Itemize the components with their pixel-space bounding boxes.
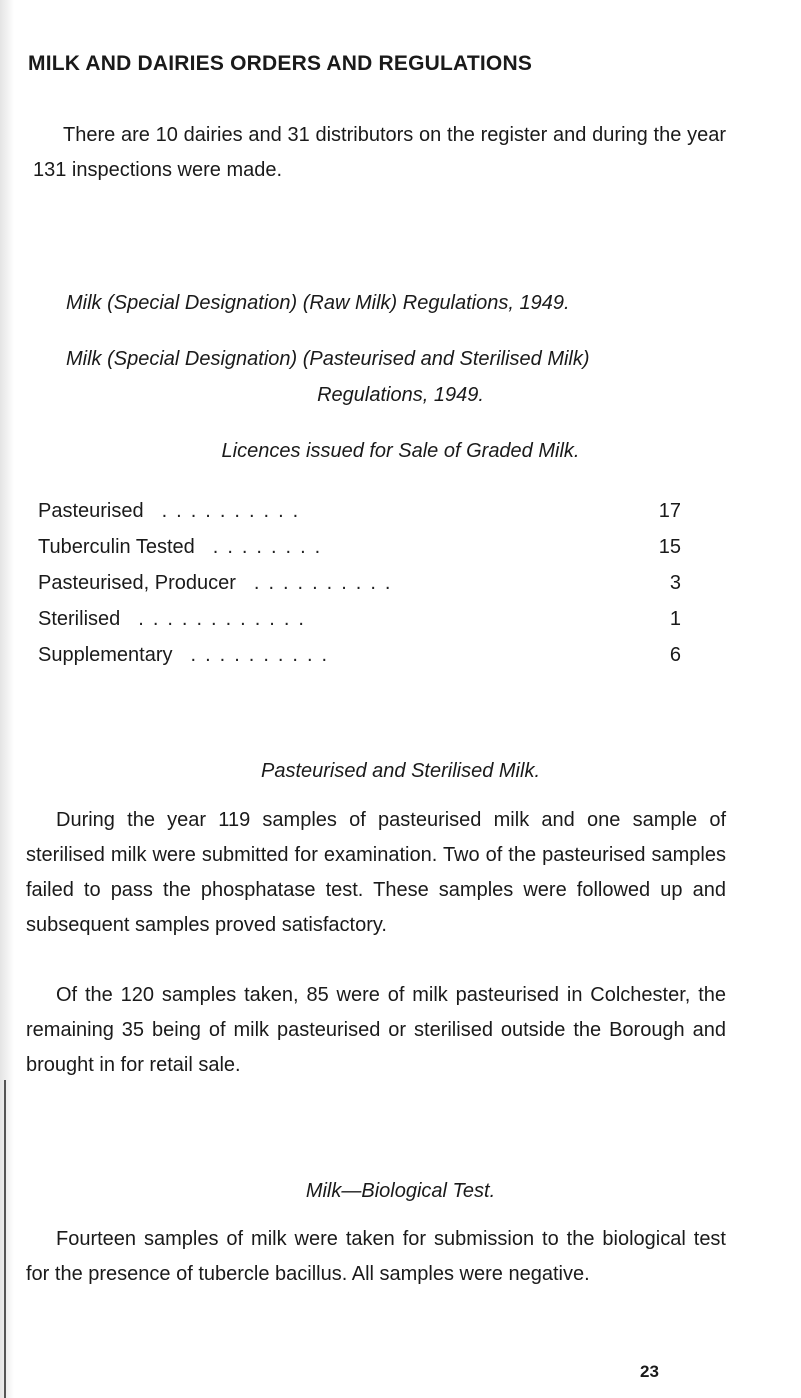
pasteurised-paragraph-1 [26,803,726,943]
pasteurised-paragraph-2-text: Of the 120 samples taken, 85 were of milk pasteurised in Colchester, the remaining 35 being of milk pasteurised or sterilised outside the Borough and brought in for retail sale. [26,984,726,1076]
licence-count: 6 [669,644,681,666]
raw-milk-regulations: Milk (Special Designation) (Raw Milk) Regulations, 1949. [66,292,570,314]
leader-dots: ........ [212,536,330,558]
biological-section-title: Milk—Biological Test. [305,1180,496,1202]
licence-label: Pasteurised, Producer [38,572,236,594]
biological-paragraph [26,1222,726,1292]
licence-count: 1 [669,608,681,630]
biological-paragraph-text: Fourteen samples of milk were taken for submission to the biological test for the presence of tubercle bacillus. All samples were negative. [26,1228,726,1285]
intro-paragraph [33,118,726,188]
licence-label: Sterilised [38,608,121,630]
licences-list [38,500,681,680]
licences-title: Licences issued for Sale of Graded Milk. [221,440,580,462]
scan-margin-line [4,1080,6,1398]
licence-count: 15 [658,536,681,558]
licence-count: 3 [669,572,681,594]
leader-dots: ............ [138,608,313,630]
leader-dots: .......... [190,644,337,666]
licence-row [38,500,681,536]
licence-label: Pasteurised [38,500,144,522]
pasteurised-section-title: Pasteurised and Sterilised Milk. [260,760,540,782]
licence-row [38,536,681,572]
licence-row [38,608,681,644]
pasteurised-regulations-line2: Regulations, 1949. [317,384,484,406]
pasteurised-paragraph-2 [26,978,726,1083]
leader-dots: .......... [253,572,400,594]
intro-text: There are 10 dairies and 31 distributors on the register and during the year 131 inspections were made. [33,124,726,181]
licence-label: Supplementary [38,644,173,666]
pasteurised-regulations-line1: Milk (Special Designation) (Pasteurised and Sterilised Milk) [66,348,590,370]
licence-row [38,644,681,680]
page-heading: MILK AND DAIRIES ORDERS AND REGULATIONS [28,52,533,75]
licence-label: Tuberculin Tested [38,536,195,558]
page-number: 23 [640,1362,659,1381]
licence-count: 17 [658,500,681,522]
pasteurised-paragraph-1-text: During the year 119 samples of pasteurised milk and one sample of sterilised milk were submitted for examination. Two of the pasteurised samples failed to pass the phosphatase test. These samples were followed up and subsequent samples proved satisfactory. [26,809,726,936]
leader-dots: .......... [161,500,308,522]
licence-row [38,572,681,608]
